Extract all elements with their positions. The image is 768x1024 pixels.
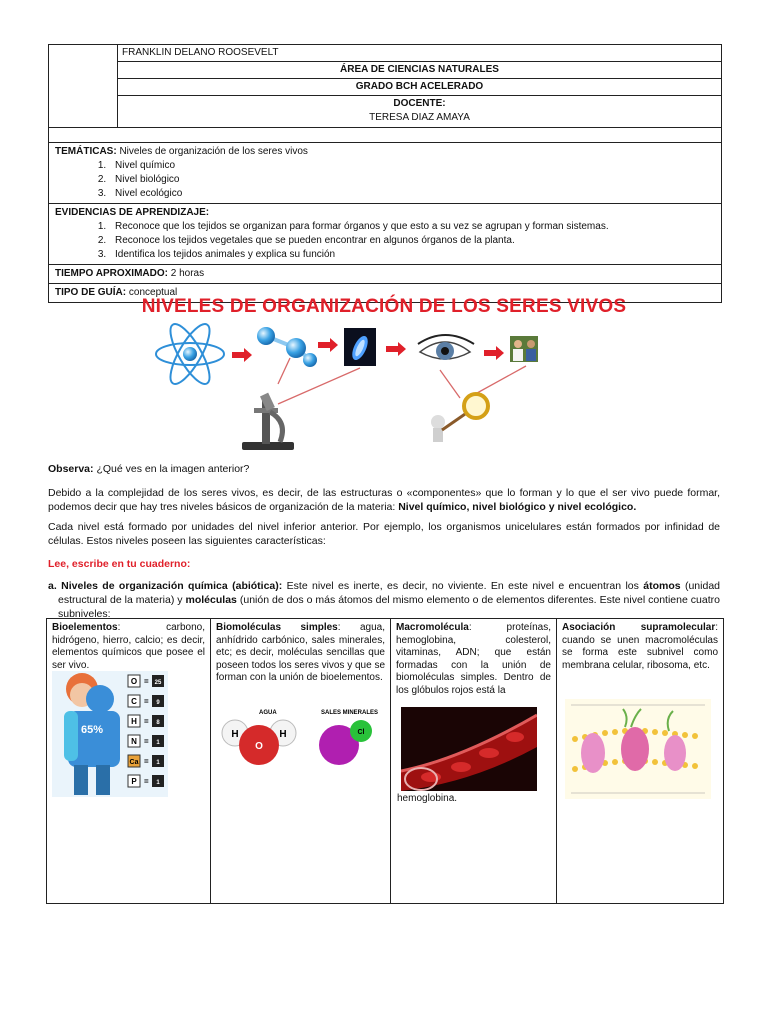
paragraph-1-text: Debido a la complejidad de los seres vivos, es decir, de las estructuras o «componentes» que lo forman y lo que el ser vivo puede formar, podemos decir que hay tres niveles básicos de organización de la materia: [48,487,720,513]
themes-text: Niveles de organización de los seres vivos [116,146,308,157]
chemical-level-text-1: Este nivel es inerte, es decir, no viviente. En este nivel e encuentran los [282,580,644,592]
teacher-cell [118,96,721,127]
read-instruction: Lee, escribe en tu cuaderno: [48,558,191,570]
time-row [49,265,721,284]
cell-icon [344,328,376,366]
themes-list [55,159,715,201]
evidence-block [49,204,721,265]
paragraph-1 [48,486,720,514]
theme-item: 3. Nivel ecológico [109,187,715,201]
element-value: 9 [156,700,160,706]
chemical-level-text-3: (unión de dos o más átomos del mismo elemento o de elementos diferentes. Este nivel contiene cuatro subniveles: [58,594,720,620]
hydrogen-label: H [279,729,287,740]
supramolecular-cell [557,619,723,903]
element-value: 1 [156,740,160,746]
sublevels-table [46,618,724,904]
observe-line [48,462,720,476]
equals-sign: = [144,737,149,746]
blank-row [49,128,721,143]
chlorine-label: Cl [357,729,365,736]
teacher-label: DOCENTE: [393,98,446,109]
element-symbol: O [130,677,138,686]
bioelements-cell [47,619,211,903]
microscope-icon [242,393,294,450]
oxygen-label: O [255,741,263,752]
molecule-icon [257,327,317,367]
paragraph-2: Cada nivel está formado por unidades del nivel inferior anterior. Por ejemplo, los organismos unicelulares están formados por infinidad de células. Estos niveles poseen las siguientes características: [48,521,720,547]
blood-vessel-figure [401,707,537,791]
element-symbol: N [131,737,137,746]
eye-icon [418,335,474,360]
page-title: NIVELES DE ORGANIZACIÓN DE LOS SERES VIVOS [141,296,627,317]
sublevel-text: : carbono, hidrógeno, hierro, calcio; es decir, elementos químicos que posee el ser vivo. [52,622,205,671]
observe-text: ¿Qué ves en la imagen anterior? [93,463,250,475]
connector-line [440,370,460,398]
theme-item: 1. Nivel químico [109,159,715,173]
water-label: AGUA [259,710,277,716]
guide-value: conceptual [126,287,178,298]
hydrogen-label: H [231,729,239,740]
equals-sign: = [144,697,149,706]
element-value: 1 [156,760,160,766]
cell-membrane-figure [565,699,711,799]
equals-sign: = [144,757,149,766]
evidence-list [55,220,715,262]
magnifier-icon [431,394,488,442]
sublevel-name: Biomoléculas simples [216,622,338,633]
connector-line [278,368,360,404]
arrow-icon [484,346,504,360]
sublevel-name: Macromolécula [396,622,469,633]
teacher-name: TERESA DIAZ AMAYA [369,112,470,123]
themes-block [49,143,721,204]
water-salts-figure [215,707,387,771]
observe-label: Observa: [48,463,94,475]
arrow-icon [318,338,338,352]
atom-icon [156,322,224,389]
guide-label: TIPO DE GUÍA: [55,287,127,298]
connector-line [278,358,290,384]
sublevel-name: Asociación supramolecular [562,622,716,633]
simple-biomolecules-cell [211,619,391,903]
organization-levels-illustration [150,322,630,454]
sublevel-name: Bioelementos [52,622,118,633]
evidence-item: 1. Reconoce que los tejidos se organizan para formar órganos y que esto a su vez se agrupan y forman sistemas. [109,220,715,234]
evidence-item: 2. Reconoce los tejidos vegetales que se pueden encontrar en algunos órganos de la planta. [109,234,715,248]
element-value: 1 [156,780,160,786]
equals-sign: = [144,777,149,786]
body-percent-label: 65% [80,724,104,736]
molecules-term: moléculas [185,594,237,606]
element-symbol: Ca [129,759,139,766]
arrow-icon [386,342,406,356]
time-label: TIEMPO APROXIMADO: [55,268,168,279]
body-elements-figure [52,671,168,797]
atoms-term: átomos [643,580,681,592]
sublevel-text: : agua, anhídrido carbónico, sales minerales, etc; es decir, moléculas sencillas que poseen todos los seres vivos y que se forman con la unión de bioelementos. [216,622,385,683]
equals-sign: = [144,677,149,686]
evidence-label: EVIDENCIAS DE APRENDIZAJE: [55,207,210,218]
hemoglobin-caption: hemoglobina. [397,793,458,804]
chemical-level-paragraph [48,579,720,621]
sublevel-text: : cuando se unen macromoléculas se forma este subnivel como membrana celular, ribosoma, etc. [562,622,718,671]
evidence-item: 3. Identifica los tejidos animales y explica su función [109,248,715,262]
chemical-level-heading: Niveles de organización química (abiótica): [61,580,283,592]
macromolecule-cell [391,619,557,903]
people-icon [510,336,538,362]
element-value: 8 [156,720,160,726]
arrow-icon [232,348,252,362]
school-name: FRANKLIN DELANO ROOSEVELT [118,45,721,62]
header-table [48,44,722,303]
chemical-level-text-2: (unidad estructural de la materia) y [58,580,720,606]
themes-label: TEMÁTICAS: [55,146,117,157]
element-symbol: P [131,777,137,786]
item-marker: a. [48,580,57,592]
element-symbol: H [131,717,137,726]
grade-name: GRADO BCH ACELERADO [118,79,721,96]
sublevel-text: : proteínas, hemoglobina, colesterol, vitaminas, ADN; que están formadas con la unión de biomoléculas simples. Dentro de los glóbulos rojos está la [396,622,551,696]
element-symbol: C [131,697,137,706]
equals-sign: = [144,717,149,726]
salts-label: SALES MINERALES [321,710,379,716]
paragraph-1-bold: Nivel químico, nivel biológico y nivel ecológico. [398,501,637,513]
theme-item: 2. Nivel biológico [109,173,715,187]
logo-cell [49,45,118,127]
time-value: 2 horas [167,268,205,279]
area-name: ÁREA DE CIENCIAS NATURALES [118,62,721,79]
element-value: 25 [154,680,162,686]
